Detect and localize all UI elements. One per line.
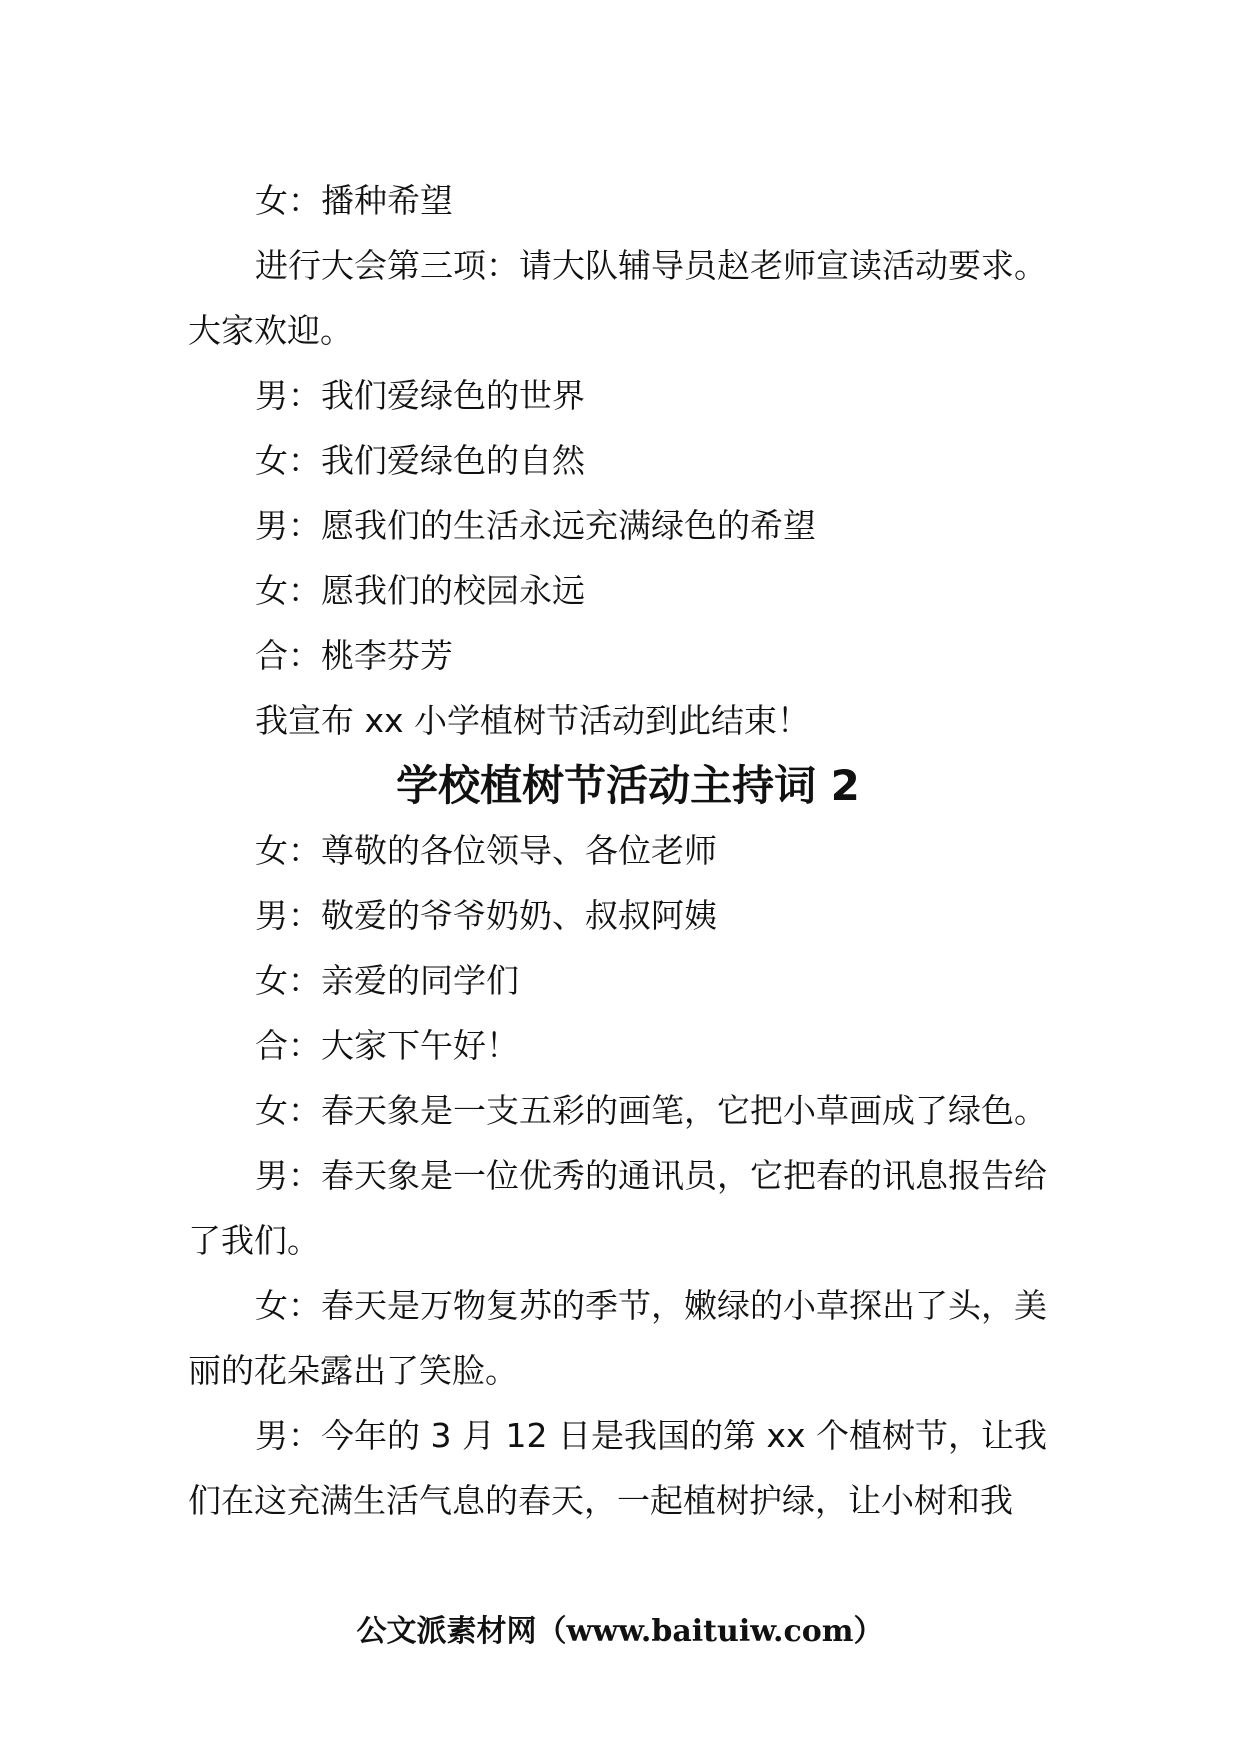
- dialogue-line: 女：我们爱绿色的自然: [255, 441, 585, 480]
- dialogue-line: 男：我们爱绿色的世界: [255, 376, 585, 415]
- dialogue-line: 女：播种希望: [255, 181, 453, 220]
- dialogue-paragraph: 男：今年的 3 月 12 日是我国的第 xx 个植树节，让我们在这充满生活气息的春天，一起植树护绿，让小树和我: [188, 1416, 1047, 1520]
- section-heading: 学校植树节活动主持词 2: [396, 761, 860, 810]
- dialogue-line: 合：桃李芬芳: [255, 636, 453, 675]
- dialogue-paragraph: 男：春天象是一位优秀的通讯员，它把春的讯息报告给了我们。: [188, 1156, 1047, 1260]
- dialogue-paragraph: 女：春天是万物复苏的季节，嫩绿的小草探出了头，美丽的花朵露出了笑脸。: [188, 1286, 1047, 1390]
- greeting-line: 女：亲爱的同学们: [255, 961, 519, 1000]
- greeting-line: 合：大家下午好！: [255, 1026, 519, 1065]
- page-footer: 公文派素材网（www.baituiw.com）: [356, 1614, 884, 1649]
- greeting-line: 女：尊敬的各位领导、各位老师: [255, 831, 717, 870]
- announcement-paragraph: 进行大会第三项：请大队辅导员赵老师宣读活动要求。大家欢迎。: [188, 246, 1047, 350]
- dialogue-paragraph: 女：春天象是一支五彩的画笔，它把小草画成了绿色。: [255, 1091, 1047, 1130]
- dialogue-line: 女：愿我们的校园永远: [255, 571, 585, 610]
- greeting-line: 男：敬爱的爷爷奶奶、叔叔阿姨: [255, 896, 717, 935]
- dialogue-line: 男：愿我们的生活永远充满绿色的希望: [255, 506, 816, 545]
- document-body: [188, 168, 1068, 1533]
- closing-line: 我宣布 xx 小学植树节活动到此结束！: [255, 701, 811, 740]
